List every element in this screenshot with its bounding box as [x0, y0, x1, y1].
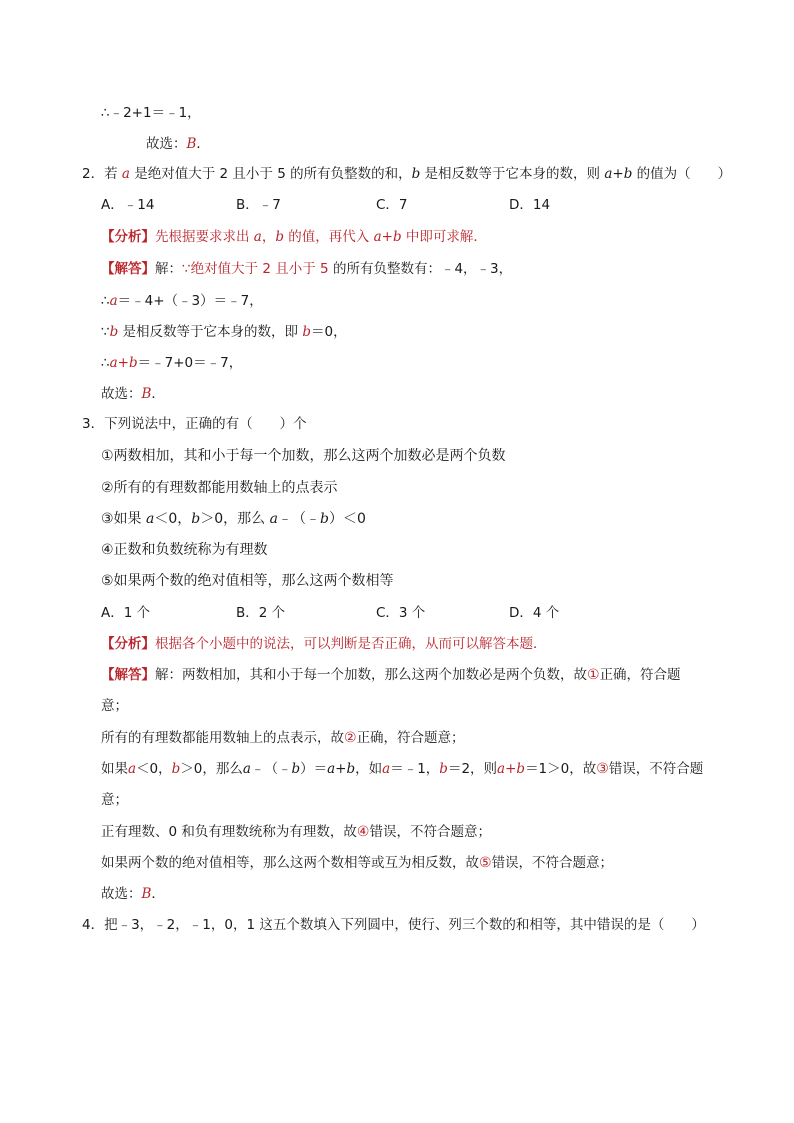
q3-solution-line-5	[101, 853, 613, 873]
q4-stem	[82, 915, 705, 935]
text: ∴	[101, 293, 110, 309]
text: 正确，符合题	[599, 667, 681, 683]
q3-statement-3	[101, 509, 366, 529]
text: 是绝对值大于 2 且小于 5 的所有负整数的和，	[129, 166, 412, 182]
q2-solution-answer	[101, 384, 165, 404]
text: 故选：	[146, 136, 187, 152]
circled-number: ①	[587, 667, 600, 683]
text: ，如	[355, 761, 383, 777]
text: 正有理数、0 和负有理数统称为有理数，故	[101, 824, 357, 840]
text: 如果	[101, 761, 128, 777]
q2-option-c: C．7	[376, 197, 408, 213]
q3-solution-answer	[101, 884, 165, 904]
q2-option-d: D．14	[509, 197, 551, 213]
text: ＝2，则	[447, 761, 498, 777]
q3-statement-1: ①两数相加，其和小于每一个加数，那么这两个加数必是两个负数	[101, 448, 506, 464]
variable: a+b	[497, 761, 526, 777]
text: ＜0，	[154, 511, 192, 527]
q3-statement-4: ④正数和负数统称为有理数	[101, 542, 268, 558]
text: 先根据要求求出	[155, 229, 254, 245]
circled-number: ②	[344, 730, 357, 746]
text: ＝﹣4+（﹣3）＝﹣7，	[117, 293, 263, 309]
circled-number: ③	[596, 761, 609, 777]
solution-tag: 【解答】	[101, 667, 155, 683]
text: ③如果	[101, 511, 147, 527]
variable: b	[275, 229, 285, 245]
q3-solution-line-4	[101, 822, 491, 842]
text: ＝0，	[311, 324, 347, 340]
text: 若	[104, 166, 122, 182]
variable: a	[146, 511, 155, 527]
variable: a	[269, 511, 278, 527]
text: 的值为（ ）	[632, 166, 732, 182]
text: 是相反数等于它本身的数，则	[420, 166, 605, 182]
answer-letter: B	[186, 136, 197, 152]
variable: a+b	[604, 166, 633, 182]
variable: b	[439, 761, 448, 777]
text: ﹣（﹣	[277, 511, 320, 527]
variable: b	[171, 761, 181, 777]
text: ∵绝对值大于 2 且小于 5	[182, 261, 329, 277]
question-number: 3．	[82, 416, 105, 432]
q3-solution-line-1	[101, 665, 681, 685]
variable: a+b	[327, 761, 356, 777]
text: 所有的有理数都能用数轴上的点表示，故	[101, 730, 344, 746]
text: 错误，不符合题意；	[369, 824, 491, 840]
q2-solution-line-3	[101, 322, 347, 342]
text: ＞0，那么	[180, 761, 243, 777]
text: 正确，符合题意；	[356, 730, 465, 746]
text: ＝﹣1，	[390, 761, 440, 777]
text: 解：两数相加，其和小于每一个加数，那么这两个加数必是两个负数，故	[155, 667, 587, 683]
text: ∴﹣2+1＝﹣1，	[101, 105, 201, 121]
text: ．	[196, 136, 210, 152]
text: ）＜0	[328, 511, 366, 527]
solution-tag: 【解答】	[101, 261, 155, 277]
circled-number: ⑤	[479, 855, 492, 871]
variable: a	[242, 761, 251, 777]
q3-option-c: C．3 个	[376, 605, 426, 621]
variable: b	[411, 166, 421, 182]
q3-solution-line-2	[101, 728, 465, 748]
text: ∴	[101, 355, 110, 371]
variable: a+b	[373, 229, 402, 245]
text: 的值，再代入	[284, 229, 374, 245]
q2-option-a: A．﹣14	[101, 197, 155, 213]
text: ．	[151, 386, 165, 402]
q3-analysis	[101, 634, 547, 654]
variable: b	[302, 324, 311, 340]
variable: a+b	[109, 355, 138, 371]
text: 的所有负整数有：﹣4，﹣3，	[328, 261, 513, 277]
q2-solution-line-1	[101, 259, 512, 279]
text: 中即可求解．	[401, 229, 487, 245]
q3-option-d: D．4 个	[509, 605, 560, 621]
variable: b	[291, 761, 301, 777]
analysis-tag: 【分析】	[101, 229, 155, 245]
text: ＝1＞0，故	[525, 761, 597, 777]
variable: a	[109, 293, 118, 309]
text: 错误，不符合题意；	[491, 855, 614, 871]
text: ．	[151, 886, 165, 902]
text: ＜0，	[136, 761, 172, 777]
q2-option-b: B．﹣7	[236, 197, 281, 213]
question-number: 2．	[82, 166, 105, 182]
q2-solution-line-2	[101, 291, 263, 311]
q1-tail-answer	[146, 134, 210, 154]
q3-stem	[82, 414, 307, 434]
q3-statement-2: ②所有的有理数都能用数轴上的点表示	[101, 480, 338, 496]
q2-solution-line-4	[101, 353, 242, 373]
answer-letter: B	[141, 386, 152, 402]
q3-solution-line-1-cont: 意；	[101, 698, 128, 714]
q1-tail-line-1	[101, 103, 201, 123]
text: 把﹣3，﹣2，﹣1，0，1 这五个数填入下列圆中，使行、列三个数的和相等，其中错误的是（ ）	[104, 917, 705, 933]
q3-solution-line-3-cont: 意；	[101, 792, 128, 808]
text: ＞0，那么	[200, 511, 270, 527]
q3-option-a: A．1 个	[101, 605, 151, 621]
variable: a	[121, 166, 130, 182]
text: ＝﹣7+0＝﹣7，	[137, 355, 243, 371]
text: ∵	[101, 324, 110, 340]
variable: b	[191, 511, 201, 527]
q2-analysis	[101, 227, 487, 247]
text: 下列说法中，正确的有（ ）个	[104, 416, 307, 432]
q2-stem	[82, 164, 731, 184]
text: 是相反数等于它本身的数，即	[118, 324, 303, 340]
text: 如果两个数的绝对值相等，那么这两个数相等或互为相反数，故	[101, 855, 479, 871]
text: ）＝	[300, 761, 328, 777]
question-number: 4．	[82, 917, 105, 933]
text: 错误，不符合题	[608, 761, 704, 777]
q3-solution-line-3	[101, 759, 703, 779]
q3-option-b: B．2 个	[236, 605, 286, 621]
variable: a	[253, 229, 262, 245]
text: 根据各个小题中的说法，可以判断是否正确，从而可以解答本题．	[155, 636, 547, 652]
variable: a	[382, 761, 391, 777]
text: ﹣（﹣	[250, 761, 292, 777]
text: 解：	[155, 261, 182, 277]
circled-number: ④	[356, 824, 370, 840]
variable: a	[128, 761, 137, 777]
q3-statement-5: ⑤如果两个数的绝对值相等，那么这两个数相等	[101, 573, 394, 589]
text: 故选：	[101, 386, 142, 402]
text: ，	[261, 229, 276, 245]
text: 故选：	[101, 886, 142, 902]
variable: b	[319, 511, 329, 527]
analysis-tag: 【分析】	[101, 636, 155, 652]
variable: b	[109, 324, 119, 340]
answer-letter: B	[141, 886, 152, 902]
